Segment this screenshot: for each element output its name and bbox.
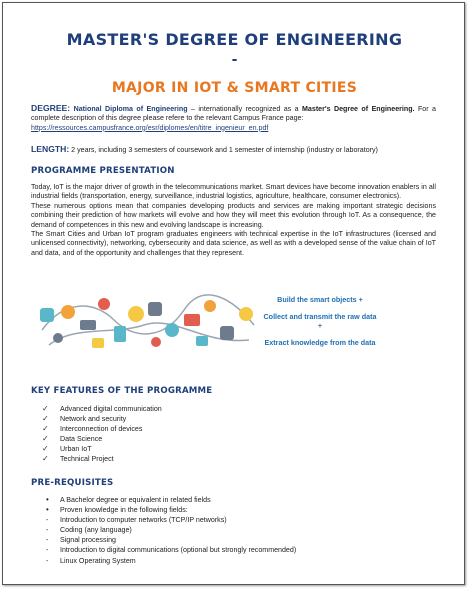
step-extract: Extract knowledge from the data — [264, 337, 376, 347]
bullet-icon: • — [46, 505, 49, 515]
list-item: ✓ Urban IoT — [42, 444, 92, 454]
length-label: LENGTH: — [31, 144, 70, 154]
checkmark-icon: ✓ — [42, 414, 49, 424]
degree-text-b: For a complete description of this degree please refere to the relevant Campus France page: — [31, 105, 436, 123]
process-steps — [262, 295, 378, 354]
list-item: - Signal processing — [46, 536, 116, 545]
degree-name: National Diploma of Engineering — [73, 105, 188, 113]
presentation-heading: PROGRAMME PRESENTATION — [31, 166, 175, 176]
list-item: - Linux Operating System — [46, 556, 136, 565]
step-build: Build the smart objects + — [277, 295, 363, 304]
degree-paragraph — [31, 104, 436, 133]
dash-icon: - — [46, 556, 49, 565]
list-item: - Introduction to computer networks (TCP/IP networks) — [46, 516, 227, 525]
prereq-list — [40, 495, 296, 566]
dash-icon: - — [46, 546, 49, 555]
list-item: ✓ Advanced digital communication — [42, 404, 162, 413]
length-text: 2 years, including 3 semesters of coursework and 1 semester of internship (industry or laboratory) — [69, 146, 378, 154]
prereq-heading: PRE-REQUISITES — [31, 478, 114, 488]
list-item: - Coding (any language) — [46, 526, 132, 535]
presentation-p1: Today, IoT is the major driver of growth in the telecommunications market. Smart devices have become innovation enablers in all industrial fields (transportation, energy, surveillance, industrial logistics, agriculture, healthcare, consumer electronics). — [31, 183, 436, 201]
features-heading: KEY FEATURES OF THE PROGRAMME — [31, 386, 213, 396]
presentation-text — [31, 183, 436, 258]
checkmark-icon: ✓ — [42, 424, 49, 434]
campus-france-link[interactable]: https://ressources.campusfrance.org/esr/diplomes/en/titre_ingenieur_en.pdf — [31, 123, 269, 132]
degree-bold: Master's Degree of Engineering. — [302, 105, 415, 113]
list-item: • A Bachelor degree or equivalent in related fields — [46, 495, 211, 504]
dash-icon: - — [46, 536, 49, 545]
dash-icon: - — [46, 526, 49, 535]
title-separator: - — [231, 52, 238, 68]
checkmark-icon: ✓ — [42, 404, 49, 413]
list-item: ✓ Interconnection of devices — [42, 424, 143, 434]
step-collect: Collect and transmit the raw data + — [263, 311, 377, 331]
sensor-icons — [40, 298, 253, 348]
list-item: ✓ Technical Project — [42, 454, 114, 464]
presentation-p3: The Smart Cities and Urban IoT program graduates engineers with technical expertise in the IoT infrastructures (licensed and unlicensed connectivity), networking, cybersecurity and data science, as well as with a developed sense of the value chain of IoT and data, and of the opportunity and challenges that they represent. — [31, 230, 436, 257]
checkmark-icon: ✓ — [42, 434, 49, 444]
presentation-p2: These numerous options mean that companies developing products and services are making important strategic decisions combining their prediction of how markets will evolve and how they will meet this evolution through IoT. As a consequence, the demand of competences in this new and evolving landscape is increasing. — [31, 201, 436, 229]
list-item: ✓ Network and security — [42, 414, 127, 424]
list-item: - Introduction to digital communications (optional but strongly recommended) — [46, 546, 297, 555]
page-title: MASTER'S DEGREE OF ENGINEERING — [66, 30, 403, 49]
checkmark-icon: ✓ — [42, 454, 49, 464]
list-item: • Proven knowledge in the following fields: — [46, 505, 188, 515]
dash-icon: - — [46, 516, 49, 525]
bullet-icon: • — [46, 495, 49, 504]
list-item: ✓ Data Science — [42, 434, 103, 444]
checkmark-icon: ✓ — [42, 444, 49, 454]
iot-illustration — [34, 290, 262, 354]
length-paragraph — [31, 145, 436, 155]
page-subtitle: MAJOR IN IOT & SMART CITIES — [111, 80, 358, 96]
degree-text-a: – internationally recognized as a — [187, 105, 303, 113]
degree-label: DEGREE: — [31, 103, 71, 113]
features-list — [40, 404, 162, 465]
